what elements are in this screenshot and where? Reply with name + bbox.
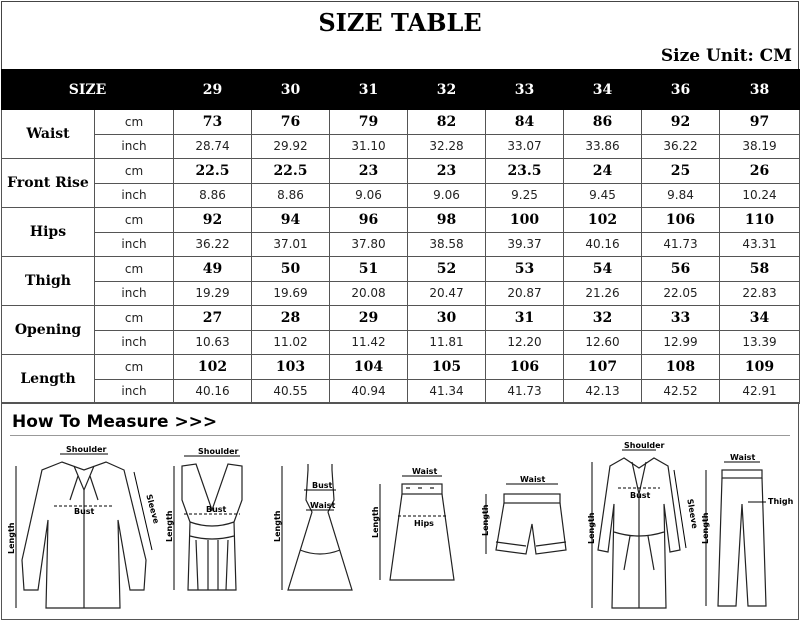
value-cell: 29 bbox=[330, 306, 408, 331]
value-cell: 40.16 bbox=[564, 232, 642, 257]
waist-label: Waist bbox=[412, 467, 438, 476]
value-cell: 31.10 bbox=[330, 134, 408, 159]
value-cell: 10.24 bbox=[720, 183, 800, 208]
value-cell: 19.29 bbox=[174, 281, 252, 306]
waist-label: Waist bbox=[730, 453, 756, 462]
value-cell: 109 bbox=[720, 355, 800, 380]
value-cell: 22.05 bbox=[642, 281, 720, 306]
measurement-label: Waist bbox=[2, 110, 95, 159]
value-cell: 13.39 bbox=[720, 330, 800, 355]
dress-figure bbox=[270, 440, 370, 620]
value-cell: 32 bbox=[564, 306, 642, 331]
shorts-illustration bbox=[478, 440, 578, 620]
value-cell: 76 bbox=[252, 110, 330, 135]
value-cell: 28 bbox=[252, 306, 330, 331]
value-cell: 51 bbox=[330, 257, 408, 282]
unit-cell: cm bbox=[95, 208, 174, 233]
page-title: SIZE TABLE bbox=[318, 8, 482, 37]
value-cell: 31 bbox=[486, 306, 564, 331]
size-column-header: 32 bbox=[408, 70, 486, 110]
value-cell: 9.06 bbox=[408, 183, 486, 208]
divider bbox=[10, 435, 790, 436]
length-label: Length bbox=[371, 506, 380, 538]
value-cell: 103 bbox=[252, 355, 330, 380]
value-cell: 12.99 bbox=[642, 330, 720, 355]
measurement-label: Hips bbox=[2, 208, 95, 257]
value-cell: 50 bbox=[252, 257, 330, 282]
value-cell: 58 bbox=[720, 257, 800, 282]
length-label: Length bbox=[273, 510, 282, 542]
value-cell: 38.58 bbox=[408, 232, 486, 257]
size-header-label: SIZE bbox=[2, 70, 174, 110]
value-cell: 22.83 bbox=[720, 281, 800, 306]
value-cell: 49 bbox=[174, 257, 252, 282]
unit-cell: cm bbox=[95, 257, 174, 282]
value-cell: 41.73 bbox=[486, 379, 564, 404]
value-cell: 100 bbox=[486, 208, 564, 233]
measurement-label: Front Rise bbox=[2, 159, 95, 208]
value-cell: 110 bbox=[720, 208, 800, 233]
value-cell: 23 bbox=[408, 159, 486, 184]
table-row bbox=[2, 159, 800, 184]
value-cell: 52 bbox=[408, 257, 486, 282]
waist-label: Waist bbox=[520, 475, 546, 484]
value-cell: 33.86 bbox=[564, 134, 642, 159]
size-column-header: 31 bbox=[330, 70, 408, 110]
length-label: Length bbox=[701, 512, 710, 544]
value-cell: 108 bbox=[642, 355, 720, 380]
value-cell: 40.94 bbox=[330, 379, 408, 404]
table-row bbox=[2, 306, 800, 331]
size-column-header: 34 bbox=[564, 70, 642, 110]
size-column-header: 29 bbox=[174, 70, 252, 110]
value-cell: 42.91 bbox=[720, 379, 800, 404]
value-cell: 54 bbox=[564, 257, 642, 282]
unit-cell: inch bbox=[95, 379, 174, 404]
value-cell: 94 bbox=[252, 208, 330, 233]
value-cell: 24 bbox=[564, 159, 642, 184]
value-cell: 8.86 bbox=[174, 183, 252, 208]
shoulder-label: Shoulder bbox=[66, 445, 107, 454]
value-cell: 84 bbox=[486, 110, 564, 135]
value-cell: 96 bbox=[330, 208, 408, 233]
how-to-measure-heading: How To Measure >>> bbox=[12, 412, 218, 432]
table-row bbox=[2, 232, 800, 257]
table-header-row bbox=[2, 70, 800, 110]
trousers-figure bbox=[696, 440, 796, 620]
value-cell: 105 bbox=[408, 355, 486, 380]
value-cell: 102 bbox=[564, 208, 642, 233]
unit-cell: inch bbox=[95, 281, 174, 306]
value-cell: 12.60 bbox=[564, 330, 642, 355]
coat-illustration bbox=[584, 440, 700, 620]
table-row bbox=[2, 110, 800, 135]
value-cell: 38.19 bbox=[720, 134, 800, 159]
value-cell: 12.20 bbox=[486, 330, 564, 355]
measurement-label: Thigh bbox=[2, 257, 95, 306]
size-column-header: 33 bbox=[486, 70, 564, 110]
value-cell: 23 bbox=[330, 159, 408, 184]
table-row bbox=[2, 281, 800, 306]
tank-top-figure bbox=[162, 440, 262, 620]
value-cell: 27 bbox=[174, 306, 252, 331]
unit-cell: cm bbox=[95, 355, 174, 380]
value-cell: 37.01 bbox=[252, 232, 330, 257]
value-cell: 36.22 bbox=[642, 134, 720, 159]
bust-label: Bust bbox=[74, 507, 95, 516]
skirt-illustration bbox=[372, 440, 472, 620]
waist-label: Waist bbox=[310, 501, 336, 510]
value-cell: 8.86 bbox=[252, 183, 330, 208]
table-row bbox=[2, 257, 800, 282]
value-cell: 98 bbox=[408, 208, 486, 233]
value-cell: 102 bbox=[174, 355, 252, 380]
unit-cell: inch bbox=[95, 134, 174, 159]
value-cell: 107 bbox=[564, 355, 642, 380]
bust-label: Bust bbox=[630, 491, 651, 500]
unit-cell: inch bbox=[95, 183, 174, 208]
shoulder-label: Shoulder bbox=[198, 447, 239, 456]
length-label: Length bbox=[481, 504, 490, 536]
measurement-label: Length bbox=[2, 355, 95, 404]
trousers-illustration bbox=[696, 440, 796, 620]
table-row bbox=[2, 355, 800, 380]
value-cell: 104 bbox=[330, 355, 408, 380]
value-cell: 56 bbox=[642, 257, 720, 282]
unit-cell: cm bbox=[95, 110, 174, 135]
value-cell: 37.80 bbox=[330, 232, 408, 257]
dress-illustration bbox=[270, 440, 370, 620]
size-column-header: 38 bbox=[720, 70, 800, 110]
value-cell: 25 bbox=[642, 159, 720, 184]
value-cell: 9.84 bbox=[642, 183, 720, 208]
length-label: Length bbox=[165, 510, 174, 542]
unit-cell: inch bbox=[95, 330, 174, 355]
size-column-header: 36 bbox=[642, 70, 720, 110]
value-cell: 9.25 bbox=[486, 183, 564, 208]
measure-figures bbox=[2, 440, 800, 620]
shirt-illustration bbox=[7, 440, 161, 620]
skirt-figure bbox=[372, 440, 472, 620]
bust-label: Bust bbox=[206, 505, 227, 514]
table-row bbox=[2, 183, 800, 208]
value-cell: 36.22 bbox=[174, 232, 252, 257]
value-cell: 20.87 bbox=[486, 281, 564, 306]
how-to-measure-section bbox=[1, 402, 799, 620]
value-cell: 39.37 bbox=[486, 232, 564, 257]
value-cell: 10.63 bbox=[174, 330, 252, 355]
value-cell: 40.16 bbox=[174, 379, 252, 404]
hips-label: Hips bbox=[414, 519, 434, 528]
length-label: Length bbox=[7, 522, 16, 554]
value-cell: 11.42 bbox=[330, 330, 408, 355]
value-cell: 41.34 bbox=[408, 379, 486, 404]
value-cell: 79 bbox=[330, 110, 408, 135]
table-row bbox=[2, 134, 800, 159]
value-cell: 28.74 bbox=[174, 134, 252, 159]
value-cell: 92 bbox=[174, 208, 252, 233]
value-cell: 82 bbox=[408, 110, 486, 135]
unit-cell: cm bbox=[95, 159, 174, 184]
tank-top-illustration bbox=[162, 440, 262, 620]
value-cell: 34 bbox=[720, 306, 800, 331]
bust-label: Bust bbox=[312, 481, 333, 490]
value-cell: 73 bbox=[174, 110, 252, 135]
value-cell: 106 bbox=[486, 355, 564, 380]
value-cell: 86 bbox=[564, 110, 642, 135]
value-cell: 41.73 bbox=[642, 232, 720, 257]
value-cell: 53 bbox=[486, 257, 564, 282]
value-cell: 92 bbox=[642, 110, 720, 135]
value-cell: 11.02 bbox=[252, 330, 330, 355]
shoulder-label: Shoulder bbox=[624, 441, 665, 450]
value-cell: 20.08 bbox=[330, 281, 408, 306]
shirt-figure bbox=[7, 440, 161, 620]
value-cell: 97 bbox=[720, 110, 800, 135]
value-cell: 26 bbox=[720, 159, 800, 184]
value-cell: 42.52 bbox=[642, 379, 720, 404]
value-cell: 11.81 bbox=[408, 330, 486, 355]
table-row bbox=[2, 379, 800, 404]
value-cell: 106 bbox=[642, 208, 720, 233]
value-cell: 42.13 bbox=[564, 379, 642, 404]
sleeve-label: Sleeve bbox=[144, 493, 161, 525]
value-cell: 33.07 bbox=[486, 134, 564, 159]
value-cell: 30 bbox=[408, 306, 486, 331]
title-box bbox=[1, 1, 799, 69]
shorts-figure bbox=[478, 440, 578, 620]
value-cell: 43.31 bbox=[720, 232, 800, 257]
unit-cell: inch bbox=[95, 232, 174, 257]
value-cell: 19.69 bbox=[252, 281, 330, 306]
value-cell: 32.28 bbox=[408, 134, 486, 159]
thigh-label: Thigh bbox=[768, 497, 794, 506]
value-cell: 20.47 bbox=[408, 281, 486, 306]
length-label: Length bbox=[587, 512, 596, 544]
value-cell: 22.5 bbox=[174, 159, 252, 184]
value-cell: 29.92 bbox=[252, 134, 330, 159]
unit-cell: cm bbox=[95, 306, 174, 331]
value-cell: 9.45 bbox=[564, 183, 642, 208]
value-cell: 40.55 bbox=[252, 379, 330, 404]
value-cell: 22.5 bbox=[252, 159, 330, 184]
value-cell: 23.5 bbox=[486, 159, 564, 184]
table-row bbox=[2, 208, 800, 233]
value-cell: 21.26 bbox=[564, 281, 642, 306]
table-row bbox=[2, 330, 800, 355]
sleeve-label: Sleeve bbox=[685, 498, 700, 530]
size-table bbox=[1, 69, 800, 404]
value-cell: 33 bbox=[642, 306, 720, 331]
coat-figure bbox=[584, 440, 700, 620]
measurement-label: Opening bbox=[2, 306, 95, 355]
size-column-header: 30 bbox=[252, 70, 330, 110]
unit-label: Size Unit: CM bbox=[660, 46, 792, 66]
value-cell: 9.06 bbox=[330, 183, 408, 208]
